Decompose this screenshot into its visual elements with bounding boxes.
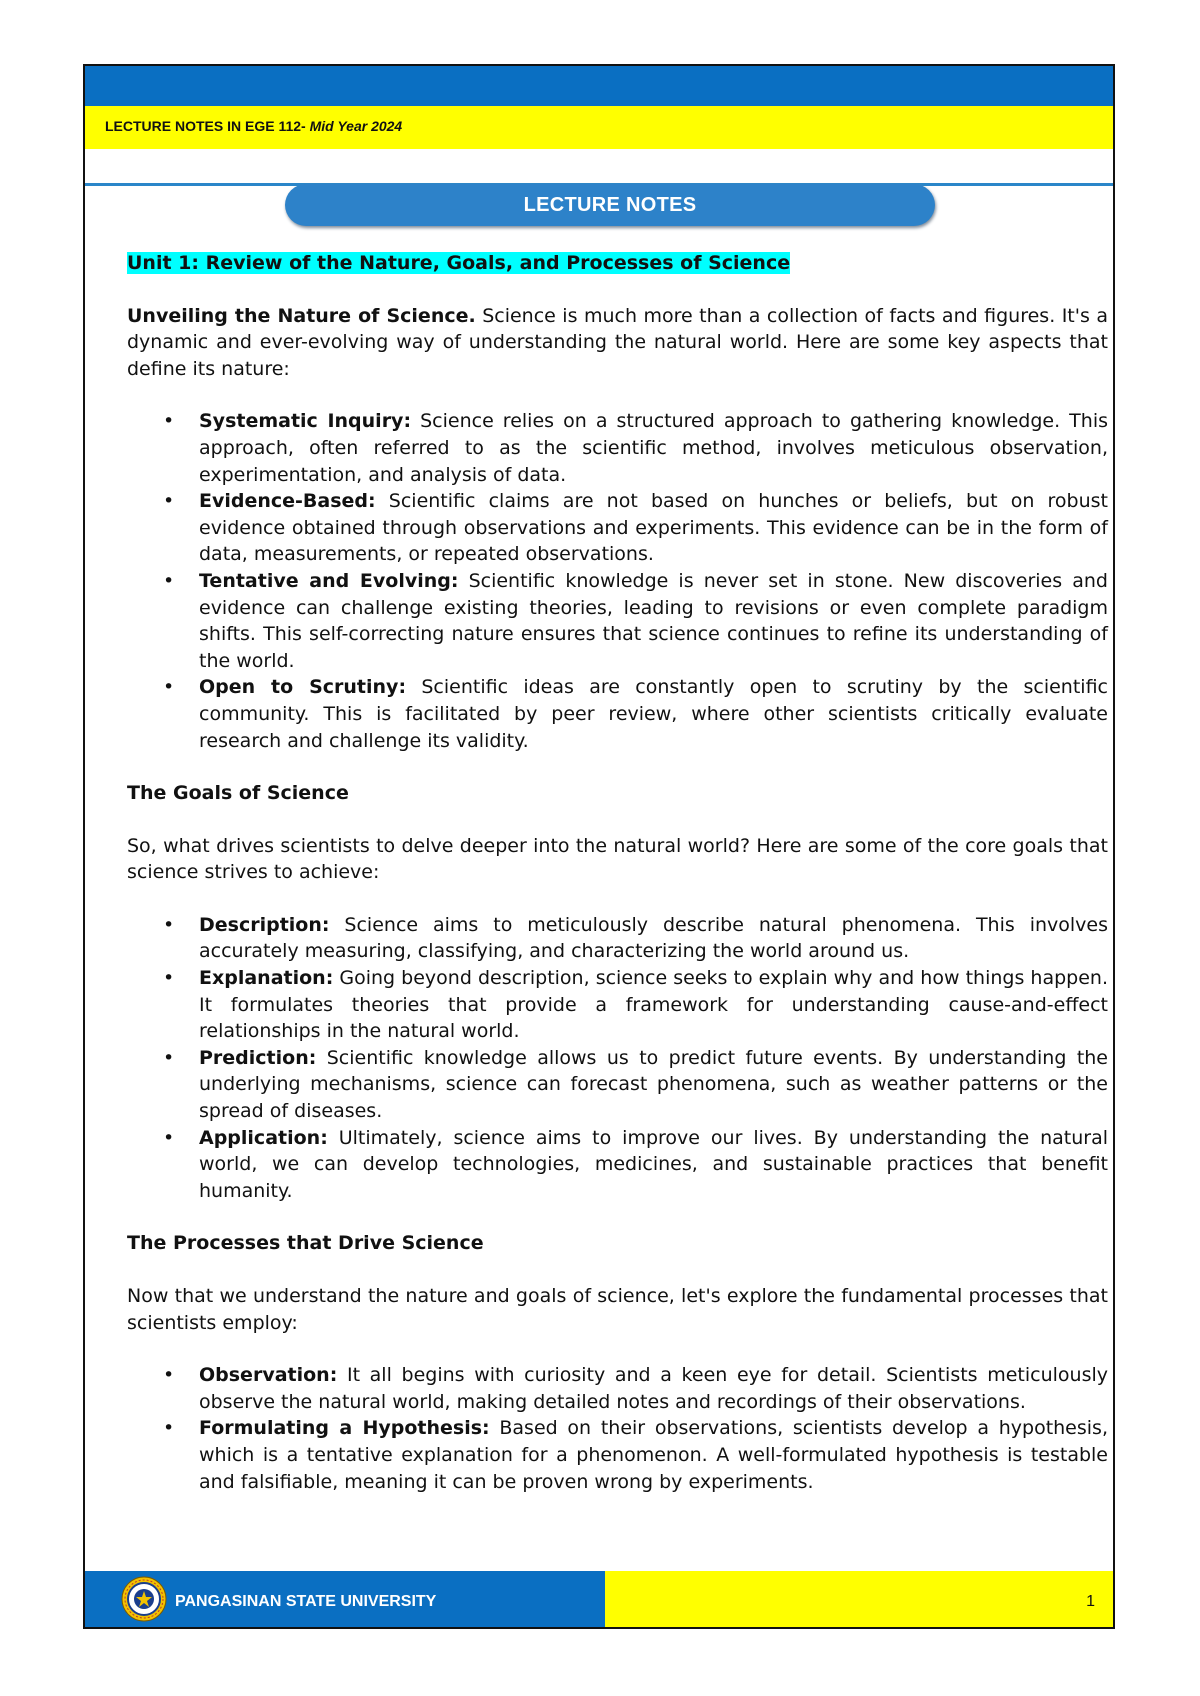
- list-item-term: Prediction:: [199, 1046, 317, 1069]
- nature-list: [127, 408, 1108, 754]
- list-item-text: Science relies on a structured approach to gathering knowledge. This approach, often referred to as the scientific method, involves meticulous observation, experimentation, and analysis of data.: [199, 410, 1108, 486]
- list-item-text: Science aims to meticulously describe natural phenomena. This involves accurately measuring, classifying, and characterizing the world around us.: [199, 913, 1108, 963]
- header-label-italic: Mid Year 2024: [309, 118, 403, 134]
- list-item-term: Application:: [199, 1126, 328, 1149]
- intro-text: Science is much more than a collection of facts and figures. It's a dynamic and ever-evolving way of understanding the natural world. Here are some key aspects that define its nature:: [127, 304, 1108, 380]
- processes-heading: The Processes that Drive Science: [127, 1232, 484, 1255]
- header-label: LECTURE NOTES IN EGE 112-: [105, 118, 306, 134]
- list-item: [199, 674, 1108, 754]
- footer-yellow-band: [605, 1571, 1113, 1627]
- list-item-text: Ultimately, science aims to improve our lives. By understanding the natural world, we can develop technologies, medicines, and sustainable practices that benefit humanity.: [199, 1126, 1108, 1202]
- list-item-term: Observation:: [199, 1364, 338, 1387]
- page-number: 1: [1086, 1593, 1095, 1610]
- list-item-term: Formulating a Hypothesis:: [199, 1417, 490, 1440]
- lecture-notes-banner: LECTURE NOTES: [285, 184, 935, 226]
- list-item-term: Description:: [199, 913, 330, 936]
- header-blue-band: [85, 66, 1113, 106]
- list-item-term: Explanation:: [199, 967, 334, 990]
- list-item: [199, 965, 1108, 1045]
- list-item-text: Scientific knowledge is never set in stone. New discoveries and evidence can challenge existing theories, leading to revisions or even complete paradigm shifts. This self-correcting nature ensures that science continues to refine its understanding of the world.: [199, 569, 1108, 672]
- list-item: [199, 1362, 1108, 1415]
- list-item: [199, 488, 1108, 568]
- list-item-term: Open to Scrutiny:: [199, 676, 407, 699]
- list-item: [199, 568, 1108, 674]
- list-item: [199, 1125, 1108, 1205]
- document-body: [127, 250, 1108, 1495]
- list-item-text: Scientific ideas are constantly open to scrutiny by the scientific community. This is facilitated by peer review, where other scientists critically evaluate research and challenge its validity.: [199, 676, 1108, 752]
- processes-list: [127, 1362, 1108, 1495]
- list-item: [199, 1415, 1108, 1495]
- list-item-text: Scientific claims are not based on hunches or beliefs, but on robust evidence obtained through observations and experiments. This evidence can be in the form of data, measurements, or repeated observations.: [199, 490, 1108, 566]
- list-item: [199, 408, 1108, 488]
- list-item-term: Systematic Inquiry:: [199, 410, 412, 433]
- list-item-text: Based on their observations, scientists develop a hypothesis, which is a tentative explanation for a phenomenon. A well-formulated hypothesis is testable and falsifiable, meaning it can be proven wrong by experiments.: [199, 1417, 1108, 1493]
- intro-paragraph: [127, 303, 1108, 383]
- list-item: [199, 912, 1108, 965]
- processes-intro: Now that we understand the nature and goals of science, let's explore the fundamental processes that scientists employ:: [127, 1285, 1108, 1334]
- unit-title: Unit 1: Review of the Nature, Goals, and Processes of Science: [127, 252, 791, 274]
- list-item-text: It all begins with curiosity and a keen eye for detail. Scientists meticulously observe the natural world, making detailed notes and recordings of their observations.: [199, 1364, 1108, 1413]
- goals-list: [127, 912, 1108, 1205]
- list-item-text: Scientific knowledge allows us to predict future events. By understanding the underlying mechanisms, science can forecast phenomena, such as weather patterns or the spread of diseases.: [199, 1046, 1108, 1123]
- header-course-label: [105, 118, 402, 134]
- goals-heading: The Goals of Science: [127, 782, 349, 805]
- university-seal-icon: [121, 1576, 167, 1622]
- list-item: [199, 1045, 1108, 1125]
- page-frame: [83, 64, 1115, 1629]
- footer-university: PANGASINAN STATE UNIVERSITY: [175, 1593, 437, 1610]
- intro-lead: Unveiling the Nature of Science.: [127, 304, 476, 327]
- list-item-term: Evidence-Based:: [199, 490, 376, 513]
- list-item-text: Going beyond description, science seeks to explain why and how things happen. It formulates theories that provide a framework for understanding cause-and-effect relationships in the natural world.: [199, 967, 1108, 1043]
- goals-intro: So, what drives scientists to delve deeper into the natural world? Here are some of the core goals that science strives to achieve:: [127, 834, 1108, 884]
- list-item-term: Tentative and Evolving:: [199, 569, 459, 592]
